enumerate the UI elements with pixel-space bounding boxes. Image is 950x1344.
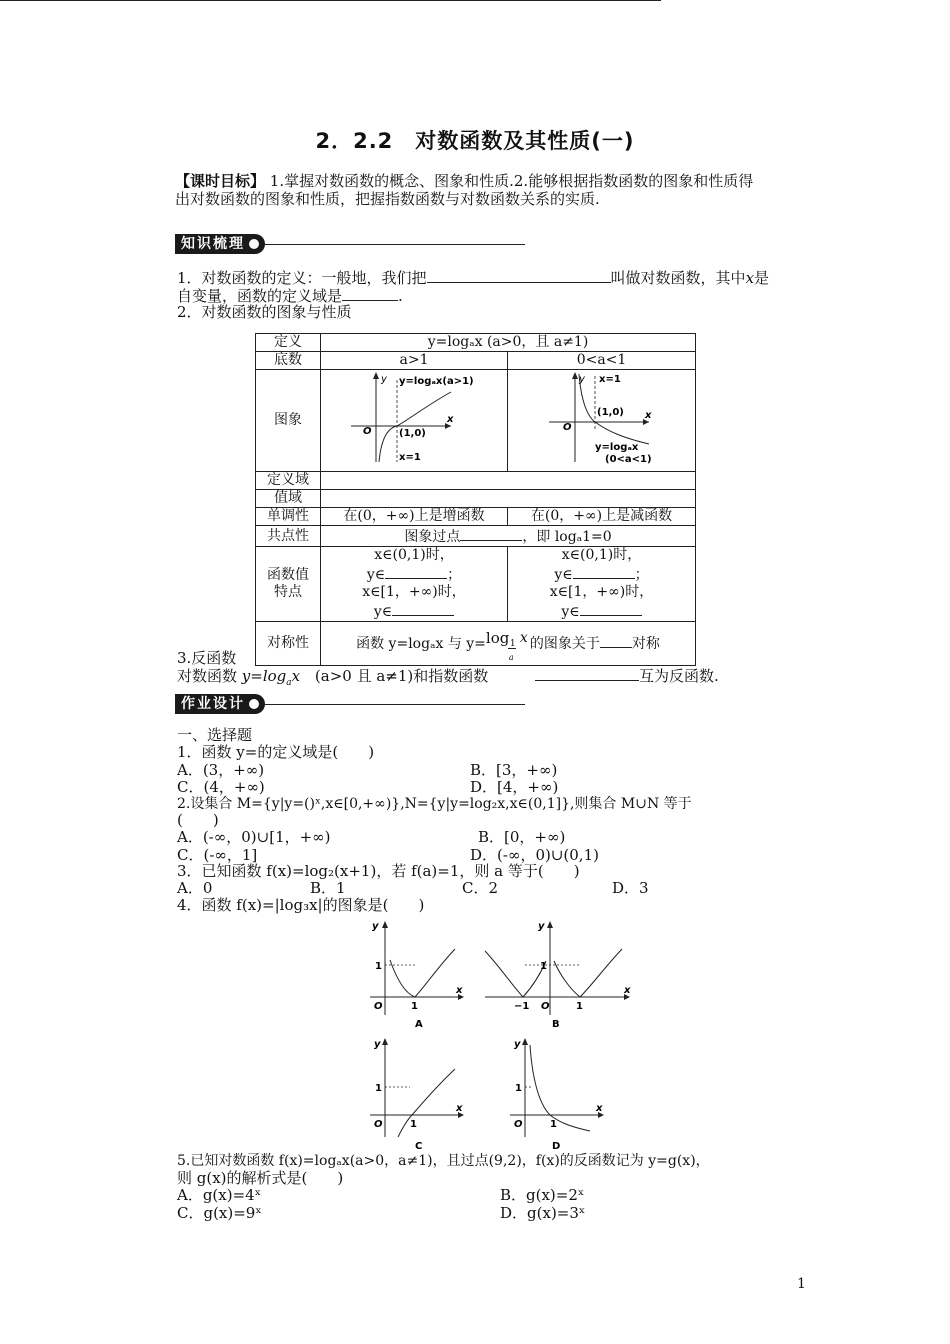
y-arrow-icon [522, 1038, 528, 1045]
tick-label: 1 [375, 1083, 382, 1094]
row-header-range: 值域 [256, 490, 321, 508]
y-arrow-icon [382, 1038, 388, 1045]
answer-blank[interactable] [573, 564, 635, 579]
x-label: x [644, 410, 651, 421]
log-graph-increasing [321, 370, 507, 466]
tick-label: 1 [540, 961, 547, 972]
knowledge-item-3-title: 3.反函数 [177, 649, 237, 667]
y-label: y [374, 1039, 381, 1050]
text: a>0 且 a≠1)和指数函数 [320, 667, 489, 685]
q2-stem: 2.设集合 M={y|y=()ˣ,x∈[0,+∞)},N={y|y=log₂x,x∈(0,1]},则集合 M∪N 等于 [177, 796, 692, 812]
q1-stem: 1．函数 y=的定义域是( ) [177, 743, 375, 761]
base-lt-1: 0<a<1 [508, 352, 696, 370]
answer-blank[interactable] [385, 564, 447, 579]
x-label: x [596, 1103, 603, 1114]
text: . [398, 287, 403, 305]
text: 的图象关于 [529, 635, 600, 652]
mono-decreasing: 在(0，+∞)上是减函数 [508, 508, 696, 526]
point-label: (1,0) [596, 407, 624, 418]
origin-label: O [514, 1119, 523, 1130]
log-text: log [485, 628, 510, 647]
answer-blank[interactable] [580, 601, 642, 616]
q5-stem: 5.已知对数函数 f(x)=logₐx(a>0，a≠1)，且过点(9,2)，f(x)的反函数记为 y=g(x)， [177, 1153, 710, 1169]
q3-option-d[interactable]: D．3 [612, 879, 649, 897]
section-tag [175, 234, 265, 254]
frac-num: 1 [509, 638, 516, 649]
text: 对数函数 [177, 667, 238, 685]
text: 对称 [631, 635, 660, 652]
text: y∈ [366, 567, 386, 583]
text: x∈(0,1)时， [561, 547, 642, 563]
q1-option-a[interactable]: A．(3，+∞) [177, 761, 265, 779]
q4-graph-d[interactable] [510, 1038, 604, 1152]
curve [398, 1069, 455, 1137]
values-gt [321, 547, 508, 622]
q3-stem: 3．已知函数 f(x)=log₂(x+1)，若 f(a)=1，则 a 等于( ) [177, 862, 580, 880]
section-rule [265, 704, 525, 705]
knowledge-item-3 [177, 666, 719, 692]
tick-label: 1 [576, 1001, 583, 1012]
definition-value: y=logₐx (a>0，且 a≠1) [321, 334, 696, 352]
q5-option-d[interactable]: D．g(x)=3ˣ [500, 1204, 586, 1222]
text: 互为反函数. [639, 667, 719, 685]
range-blank[interactable] [321, 490, 696, 508]
text: y∈ [373, 604, 393, 620]
mono-increasing: 在(0，+∞)上是增函数 [321, 508, 508, 526]
text: 自变量，函数的定义域是 [177, 287, 343, 305]
text: 是 [754, 269, 770, 287]
origin-label: O [541, 1001, 550, 1012]
row-header-graph: 图象 [256, 370, 321, 472]
q3-option-c[interactable]: C．2 [462, 879, 499, 897]
text: ； [634, 567, 649, 583]
text: 特点 [274, 584, 302, 600]
text: y=log [241, 667, 287, 685]
q4-graph-b[interactable] [485, 921, 631, 1030]
knowledge-item-2: 2．对数函数的图象与性质 [177, 303, 352, 321]
q3-option-b[interactable]: B．1 [310, 879, 346, 897]
tick-label: 1 [411, 1001, 418, 1012]
text: x [291, 667, 301, 685]
y-arrow-icon [382, 921, 388, 928]
q2-option-d[interactable]: D．(-∞，0)∪(0,1) [470, 846, 599, 864]
option-label: D [552, 1141, 561, 1152]
origin-label: O [363, 426, 372, 437]
curve-label-2: (0<a<1) [604, 454, 652, 465]
text: ； [447, 567, 462, 583]
section-rule [265, 244, 525, 245]
x-label: x [456, 1103, 463, 1114]
domain-blank[interactable] [321, 472, 696, 490]
header-rule [0, 0, 661, 1]
row-header-domain: 定义域 [256, 472, 321, 490]
q2-stem-cont: ( ) [177, 811, 219, 829]
option-label: A [415, 1019, 423, 1030]
curve [530, 1045, 590, 1131]
y-label: y [578, 374, 585, 385]
y-arrow-icon [572, 372, 578, 379]
text: 叫做对数函数，其中 [610, 269, 746, 287]
section-label: 作业设计 [181, 696, 245, 712]
text: ( [314, 667, 321, 685]
q5-option-b[interactable]: B．g(x)=2ˣ [500, 1186, 585, 1204]
tick-label: 1 [515, 1083, 522, 1094]
text: ，即 logₐ1=0 [522, 529, 612, 545]
q4-graph-c[interactable] [370, 1038, 464, 1152]
log-reciprocal [486, 626, 530, 662]
symmetry-value [321, 622, 696, 666]
y-label: y [372, 921, 379, 932]
option-label: B [552, 1019, 560, 1030]
answer-blank[interactable] [600, 633, 632, 648]
q5-option-a[interactable]: A．g(x)=4ˣ [177, 1186, 262, 1204]
row-header-symmetry: 对称性 [256, 622, 321, 666]
curve-label-1: y=logₐx [594, 442, 638, 453]
answer-blank[interactable] [392, 601, 454, 616]
origin-label: O [374, 1001, 383, 1012]
tick-label: −1 [514, 1001, 530, 1012]
text: 函数值 [267, 567, 309, 583]
bullet-icon [249, 699, 259, 709]
text: 1．对数函数的定义：一般地，我们把 [177, 269, 427, 287]
answer-blank[interactable] [460, 526, 522, 541]
tick-label: 1 [550, 1119, 557, 1130]
q2-option-b[interactable]: B．[0，+∞) [478, 828, 566, 846]
q5-option-c[interactable]: C．g(x)=9ˣ [177, 1204, 262, 1222]
graph-cell-gt [321, 370, 508, 472]
y-label: y [514, 1039, 521, 1050]
q1-option-c[interactable]: C．(4，+∞) [177, 778, 265, 796]
row-header-monotonicity: 单调性 [256, 508, 321, 526]
q5-stem-cont: 则 g(x)的解析式是( ) [177, 1169, 344, 1187]
graph-cell-lt [508, 370, 696, 472]
section-banner-homework [175, 694, 525, 714]
row-header-values [256, 547, 321, 622]
curve-label: y=logₐx(a>1) [399, 376, 474, 387]
values-lt [508, 547, 696, 622]
text: 图象过点 [404, 529, 461, 545]
y-arrow-icon [547, 921, 553, 928]
var-x: x [519, 629, 528, 646]
tick-label: 1 [375, 961, 382, 972]
curve-left [485, 951, 546, 997]
q4-graph-a[interactable] [370, 921, 464, 1030]
x-label: x [447, 414, 454, 425]
section-tag [175, 694, 265, 714]
hw-part-title: 一、选择题 [177, 726, 253, 744]
q4-option-graphs [360, 915, 650, 1155]
page-number: 1 [797, 1276, 806, 1292]
curve-right [554, 949, 622, 997]
q2-option-c[interactable]: C．(-∞，1] [177, 846, 258, 864]
point-label: (1,0) [399, 428, 426, 439]
origin-label: O [562, 422, 572, 433]
curve [390, 949, 455, 997]
answer-blank[interactable] [427, 268, 611, 283]
text: y∈ [554, 567, 573, 583]
x-label: x [624, 985, 631, 996]
text: a [286, 678, 292, 688]
y-arrow-icon [373, 372, 379, 379]
q2-option-a[interactable]: A．(-∞，0)∪[1，+∞) [177, 828, 331, 846]
answer-blank[interactable] [535, 666, 639, 681]
properties-table [255, 333, 696, 666]
q1-option-b[interactable]: B．[3，+∞) [470, 761, 558, 779]
objectives-line-2: 出对数函数的图象和性质，把握指数函数与对数函数关系的实质. [175, 190, 600, 208]
asymptote-label: x=1 [598, 374, 621, 385]
text: x∈[1，+∞)时， [362, 584, 466, 600]
text: x∈[1，+∞)时， [549, 584, 654, 600]
base-gt-1: a>1 [321, 352, 508, 370]
row-header-base: 底数 [256, 352, 321, 370]
section-label: 知识梳理 [181, 236, 245, 252]
q4-stem: 4．函数 f(x)=|log₃x|的图象是( ) [177, 896, 425, 914]
knowledge-item-1 [177, 268, 769, 287]
frac-den: a [508, 652, 514, 662]
tick-label: 1 [410, 1119, 417, 1130]
common-point-value [321, 526, 696, 547]
q1-option-d[interactable]: D．[4，+∞) [470, 778, 559, 796]
section-banner-knowledge [175, 234, 525, 254]
bullet-icon [249, 239, 259, 249]
q3-option-a[interactable]: A．0 [177, 879, 213, 897]
row-header-definition: 定义 [256, 334, 321, 352]
y-label: y [381, 374, 387, 385]
objectives-text-1: 1.掌握对数函数的概念、图象和性质.2.能够根据指数函数的图象和性质得 [269, 172, 754, 190]
var-x: x [745, 269, 755, 287]
text: y∈ [561, 604, 580, 620]
answer-blank[interactable] [342, 286, 398, 301]
option-label: C [415, 1141, 423, 1152]
asymptote-label: x=1 [399, 452, 421, 463]
objectives-tag: 【课时目标】 [175, 172, 266, 190]
text: x∈(0,1)时， [374, 547, 454, 563]
objectives-line-1 [175, 172, 753, 190]
origin-label: O [374, 1119, 383, 1130]
x-label: x [456, 985, 463, 996]
y-label: y [538, 921, 545, 932]
row-header-common-point: 共点性 [256, 526, 321, 547]
page-title: 2．2.2 对数函数及其性质(一) [315, 129, 635, 153]
text: 函数 y=logₐx 与 y= [356, 635, 486, 652]
log-graph-decreasing [509, 370, 695, 466]
